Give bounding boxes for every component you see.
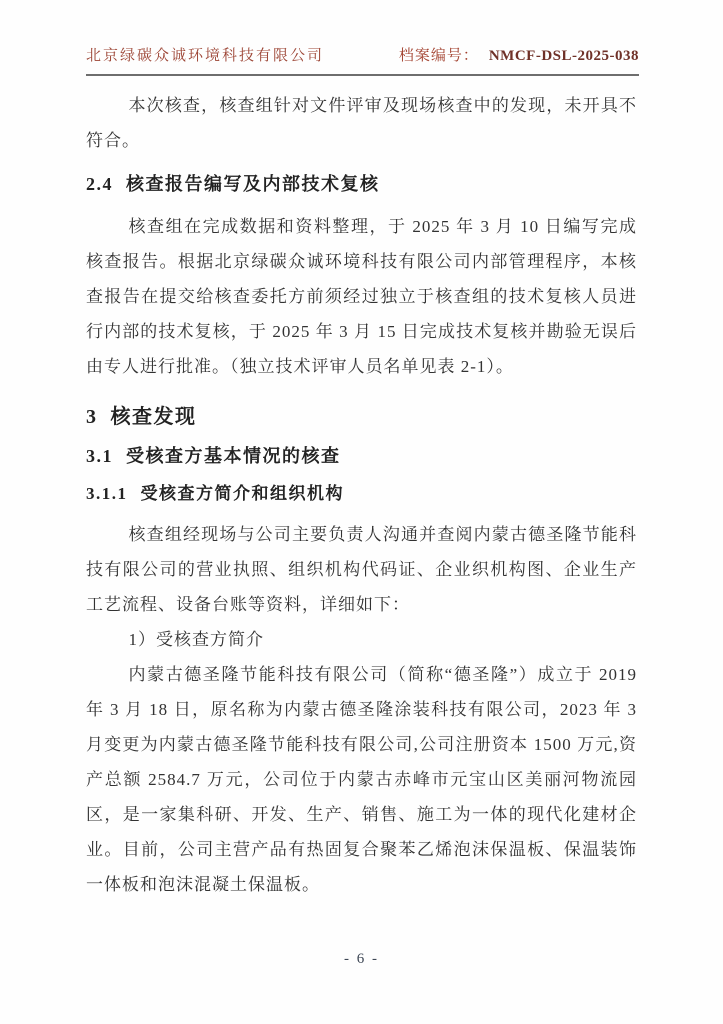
header-company-name: 北京绿碳众诚环境科技有限公司 xyxy=(86,48,325,64)
section-number: 2.4 xyxy=(86,174,113,194)
document-body xyxy=(86,88,637,902)
page-footer xyxy=(0,951,723,968)
file-number-value: NMCF-DSL-2025-038 xyxy=(488,48,639,64)
header-file-number xyxy=(399,44,639,65)
page-number: - 6 - xyxy=(344,951,379,967)
paragraph-company-profile: 内蒙古德圣隆节能科技有限公司（简称“德圣隆”）成立于 2019 年 3 月 18 日，原名称为内蒙古德圣隆涂装科技有限公司，2023 年 3 月变更为内蒙古德圣隆节能科技有限公司,公司注册资本 1500 万元,资产总额 2584.7 万元，公司位于内蒙古赤峰市元宝山区美丽河物流园区，是一家集科研、开发、生产、销售、施工为一体的现代化建材企业。目前，公司主营产品有热固复合聚苯乙烯泡沫保温板、保温装饰一体板和泡沫混凝土保温板。 xyxy=(86,665,637,894)
section-heading-2-4 xyxy=(86,172,637,197)
page-header xyxy=(86,44,639,76)
section-title: 受核查方简介和组织机构 xyxy=(140,484,344,503)
paragraph-report-writing: 核查组在完成数据和资料整理，于 2025 年 3 月 10 日编写完成核查报告。根据北京绿碳众诚环境科技有限公司内部管理程序，本核查报告在提交给核查委托方前须经过独立于核查组的技术复核人员进行内部的技术复核，于 2025 年 3 月 15 日完成技术复核并勘验无误后由专人进行批准。（独立技术评审人员名单见表 2-1）。 xyxy=(86,217,637,376)
section-number: 3.1.1 xyxy=(86,484,128,503)
section-title: 核查报告编写及内部技术复核 xyxy=(126,174,380,194)
chapter-heading-3 xyxy=(86,404,637,430)
section-heading-3-1 xyxy=(86,444,637,469)
chapter-title: 核查发现 xyxy=(110,406,197,428)
chapter-number: 3 xyxy=(86,406,98,428)
section-number: 3.1 xyxy=(86,446,113,466)
paragraph-list-item-intro: 1）受核查方简介 xyxy=(128,630,264,649)
section-heading-3-1-1 xyxy=(86,482,637,506)
file-number-label: 档案编号： xyxy=(398,48,479,64)
section-title: 受核查方基本情况的核查 xyxy=(126,446,341,466)
paragraph-no-nonconformity: 本次核查，核查组针对文件评审及现场核查中的发现，未开具不符合。 xyxy=(86,96,637,150)
paragraph-site-review: 核查组经现场与公司主要负责人沟通并查阅内蒙古德圣隆节能科技有限公司的营业执照、组织机构代码证、企业织机构图、企业生产工艺流程、设备台账等资料，详细如下： xyxy=(86,525,637,614)
